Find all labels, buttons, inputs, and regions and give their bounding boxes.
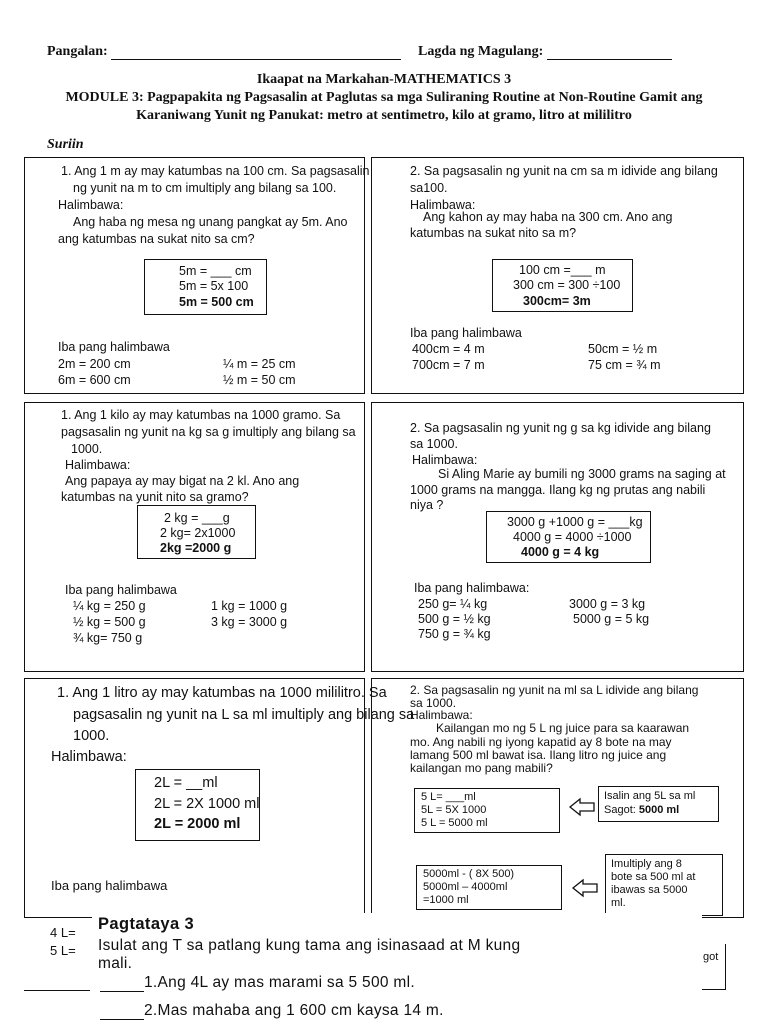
note-line: ibawas sa 5000 (611, 884, 688, 896)
assessment-panel (92, 913, 702, 1024)
name-field (47, 44, 401, 60)
solution-box (137, 505, 256, 559)
rule-text: pagsasalin ng yunit na kg sa g imultiply ang bilang sa (61, 425, 356, 439)
example-question: Si Aling Marie ay bumili ng 3000 grams na saging at (438, 467, 726, 481)
answer-value: 5000 ml (638, 804, 680, 816)
other-examples-label: Iba pang halimbawa (410, 326, 522, 340)
solution-line: 2 kg = ___g (164, 511, 230, 525)
item-text: 2.Mas mahaba ang 1 600 cm kaysa 14 m. (144, 1002, 444, 1019)
example-question: Kailangan mo ng 5 L ng juice para sa kaarawan (436, 721, 690, 735)
example-item: 5000 g = 5 kg (573, 612, 650, 626)
example-question: Ang papaya ay may bigat na 2 kl. Ano ang (65, 474, 300, 488)
assessment-title: Pagtataya 3 (98, 915, 195, 933)
example-item: ½ m = 50 cm (223, 373, 296, 387)
solution-box (135, 769, 260, 841)
answer-blank[interactable] (100, 977, 144, 992)
divider-line (24, 990, 90, 991)
partial-note-text: got (703, 951, 719, 963)
solution-answer: 4000 g = 4 kg (521, 545, 600, 559)
parent-signature-field (418, 44, 672, 60)
panel-gram-to-kg (371, 402, 744, 672)
example-item: 400cm = 4 m (412, 342, 485, 356)
example-item: 6m = 600 cm (58, 373, 131, 387)
panel-liter-to-ml (24, 678, 415, 918)
example-item: 75 cm = ¾ m (588, 358, 661, 372)
solution-line: 300 cm = 300 ÷100 (513, 278, 621, 292)
solution-line: 3000 g +1000 g = ___kg (507, 515, 643, 529)
panel-ml-to-liter (371, 678, 744, 918)
note-line: Isalin ang 5L sa ml (604, 790, 696, 802)
example-item: 750 g = ¾ kg (418, 627, 491, 641)
assessment-instruction: mali. (98, 955, 133, 972)
solution-answer: 2kg =2000 g (160, 541, 232, 555)
example-item: 5 L= (50, 943, 76, 958)
solution-line: 2 kg= 2x1000 (160, 526, 236, 540)
answer-blank[interactable] (100, 1005, 144, 1020)
rule-text: 2. Sa pagsasalin ng yunit na ml sa L idivide ang bilang (410, 683, 699, 697)
note-line (604, 804, 679, 816)
note-line: bote sa 500 ml at (611, 871, 696, 883)
solution-line: 2L = __ml (154, 775, 218, 791)
solution-box (144, 259, 267, 315)
solution-line: 4000 g = 4000 ÷1000 (513, 530, 632, 544)
example-question: katumbas na sukat nito sa m? (410, 226, 577, 240)
assessment-item-1 (100, 974, 415, 992)
rule-text: 2. Sa pagsasalin ng yunit ng g sa kg idivide ang bilang (410, 421, 711, 435)
solution-box (416, 865, 562, 910)
example-item: 500 g = ½ kg (418, 612, 491, 626)
solution-line: 5000ml - ( 8X 500) (423, 868, 515, 880)
solution-line: 5m = 5x 100 (179, 279, 249, 293)
item-text: 1.Ang 4L ay mas marami sa 5 500 ml. (144, 974, 415, 991)
solution-box (492, 259, 633, 312)
solution-line: 5L = 5X 1000 (421, 804, 487, 816)
rule-text: pagsasalin ng yunit na L sa ml imultiply ang bilang sa (73, 707, 415, 723)
rule-text: 1. Ang 1 m ay may katumbas na 100 cm. Sa pagsasalin (61, 164, 370, 178)
example-item: ¾ kg= 750 g (73, 631, 143, 645)
example-question: Ang kahon ay may haba na 300 cm. Ano ang (423, 210, 673, 224)
example-label: Halimbawa: (410, 198, 476, 212)
example-item: 3000 g = 3 kg (569, 597, 646, 611)
example-item: 4 L= (50, 925, 76, 940)
example-item: 250 g= ¼ kg (418, 597, 488, 611)
solution-line: 5000ml – 4000ml (423, 881, 508, 893)
other-examples-label: Iba pang halimbawa (65, 583, 177, 597)
example-question: 1000 grams na mangga. Ilang kg ng prutas ang nabili (410, 483, 706, 497)
solution-line: 5m = ___ cm (179, 264, 252, 278)
solution-line: 100 cm =___ m (519, 263, 606, 277)
rule-text: sa100. (410, 181, 448, 195)
example-label: Halimbawa: (51, 749, 127, 765)
rule-text: 1000. (71, 442, 103, 456)
solution-answer: 300cm= 3m (523, 294, 591, 308)
assessment-item-2 (100, 1002, 444, 1020)
signature-input-line[interactable] (547, 47, 672, 60)
solution-answer: 5m = 500 cm (179, 295, 254, 309)
solution-box (486, 511, 651, 563)
solution-line: 5 L= ___ml (421, 791, 476, 803)
name-label: Pangalan: (47, 44, 108, 59)
example-label: Halimbawa: (65, 458, 131, 472)
solution-box (414, 788, 560, 833)
left-arrow-icon (572, 878, 598, 898)
quarter-title: Ikaapat na Markahan-MATHEMATICS 3 (256, 72, 512, 87)
solution-line: 5 L = 5000 ml (421, 817, 488, 829)
example-question: ang katumbas na sukat nito sa cm? (58, 232, 255, 246)
example-question: lamang 500 ml bawat isa. Ilang litro ng juice ang (410, 748, 667, 762)
left-arrow-icon (569, 797, 595, 817)
module-title-line1: MODULE 3: Pagpapakita ng Pagsasalin at Paglutas sa mga Suliraning Routine at Non-Routine Gamit ang (65, 90, 703, 105)
section-title: Suriin (47, 137, 84, 152)
example-item: ½ kg = 500 g (73, 615, 146, 629)
solution-answer: 2L = 2000 ml (154, 816, 241, 832)
example-label: Halimbawa: (412, 453, 478, 467)
other-examples-label: Iba pang halimbawa: (414, 581, 530, 595)
rule-text: 1. Ang 1 kilo ay may katumbas na 1000 gramo. Sa (61, 408, 341, 422)
other-examples-label: Iba pang halimbawa (51, 878, 168, 893)
example-label: Halimbawa: (58, 198, 124, 212)
example-label: Halimbawa: (410, 708, 473, 722)
example-item: 3 kg = 3000 g (211, 615, 288, 629)
name-input-line[interactable] (111, 47, 401, 60)
signature-label: Lagda ng Magulang: (418, 44, 544, 59)
solution-line: =1000 ml (423, 894, 469, 906)
answer-label: Sagot: (604, 804, 636, 816)
panel-meter-to-cm (24, 157, 370, 394)
note-line: Imultiply ang 8 (611, 858, 682, 870)
example-item: 2m = 200 cm (58, 357, 131, 371)
example-item: 700cm = 7 m (412, 358, 485, 372)
note-line: ml. (611, 897, 626, 909)
example-question: katumbas na yunit nito sa gramo? (61, 490, 249, 504)
note-box (605, 854, 723, 916)
assessment-instruction: Isulat ang T sa patlang kung tama ang isinasaad at M kung (98, 937, 521, 954)
example-question: niya ? (410, 498, 444, 512)
rule-text: 1. Ang 1 litro ay may katumbas na 1000 mililitro. Sa (57, 685, 387, 701)
example-item: ¼ kg = 250 g (73, 599, 146, 613)
example-item: 1 kg = 1000 g (211, 599, 288, 613)
example-item: 50cm = ½ m (588, 342, 658, 356)
rule-text: ng yunit na m to cm imultiply ang bilang sa 100. (73, 181, 337, 195)
example-item: ¼ m = 25 cm (223, 357, 296, 371)
example-question: kailangan mo pang mabili? (410, 761, 553, 775)
panel-cm-to-meter (371, 157, 744, 394)
rule-text: 1000. (73, 728, 110, 744)
note-box (598, 786, 719, 822)
solution-line: 2L = 2X 1000 ml (154, 796, 260, 812)
example-question: mo. Ang nabili ng iyong kapatid ay 8 bote na may (410, 735, 672, 749)
other-examples-label: Iba pang halimbawa (58, 340, 170, 354)
rule-text: 2. Sa pagsasalin ng yunit na cm sa m idivide ang bilang (410, 164, 718, 178)
rule-text: sa 1000. (410, 437, 458, 451)
module-title-line2: Karaniwang Yunit ng Panukat: metro at sentimetro, kilo at gramo, litro at mililitro (136, 108, 632, 123)
example-question: Ang haba ng mesa ng unang pangkat ay 5m. Ano (73, 215, 348, 229)
panel-kg-to-gram (24, 402, 365, 672)
rule-text: sa 1000. (410, 696, 457, 710)
